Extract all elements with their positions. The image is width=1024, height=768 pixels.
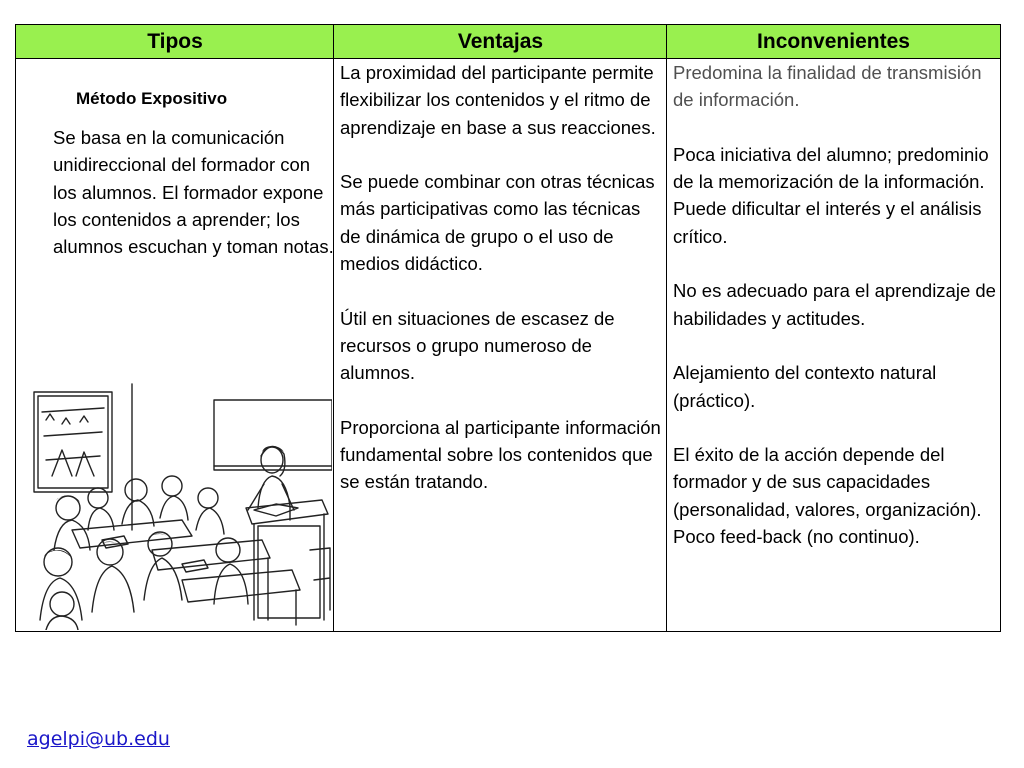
inconveniente-item: Poca iniciativa del alumno; predominio de la memorización de la información. Puede dificultar el interés y el análisis crítico. xyxy=(673,143,989,247)
header-ventajas: Ventajas xyxy=(457,30,544,53)
header-inconvenientes: Inconvenientes xyxy=(757,30,910,53)
method-title: Método Expositivo xyxy=(76,89,228,108)
inconveniente-item: No es adecuado para el aprendizaje de habilidades y actitudes. xyxy=(673,280,996,329)
ventaja-item: Útil en situaciones de escasez de recursos o grupo numeroso de alumnos. xyxy=(340,307,615,384)
ventaja-item: Se puede combinar con otras técnicas más participativas como las técnicas de dinámica de grupo o el uso de medios didáctico. xyxy=(340,171,655,275)
ventaja-item: La proximidad del participante permite flexibilizar los contenidos y el ritmo de aprendizaje en base a sus reacciones. xyxy=(340,62,656,138)
classroom-lecture-illustration xyxy=(32,380,332,630)
table-header-row xyxy=(16,25,1000,59)
email-link[interactable]: agelpi@ub.edu xyxy=(27,728,170,750)
inconveniente-item: El éxito de la acción depende del formador y de sus capacidades (personalidad, valores, organización). xyxy=(673,444,982,520)
method-description: Se basa en la comunicación unidireccional del formador con los alumnos. El formador expone los contenidos a aprender; los alumnos escuchan y toman notas. xyxy=(53,127,334,258)
column-divider xyxy=(333,25,334,631)
inconvenientes-column xyxy=(673,59,999,550)
ventajas-column xyxy=(340,59,662,496)
header-tipos: Tipos xyxy=(147,30,203,53)
inconveniente-item: Predomina la finalidad de transmisión de información. xyxy=(673,62,982,111)
comparison-table xyxy=(15,24,1001,632)
column-divider xyxy=(666,25,667,631)
inconveniente-item: Alejamiento del contexto natural (práctico). xyxy=(673,362,937,411)
ventaja-item: Proporciona al participante información fundamental sobre los contenidos que se están tratando. xyxy=(340,416,661,493)
inconveniente-item: Poco feed-back (no continuo). xyxy=(673,526,920,548)
